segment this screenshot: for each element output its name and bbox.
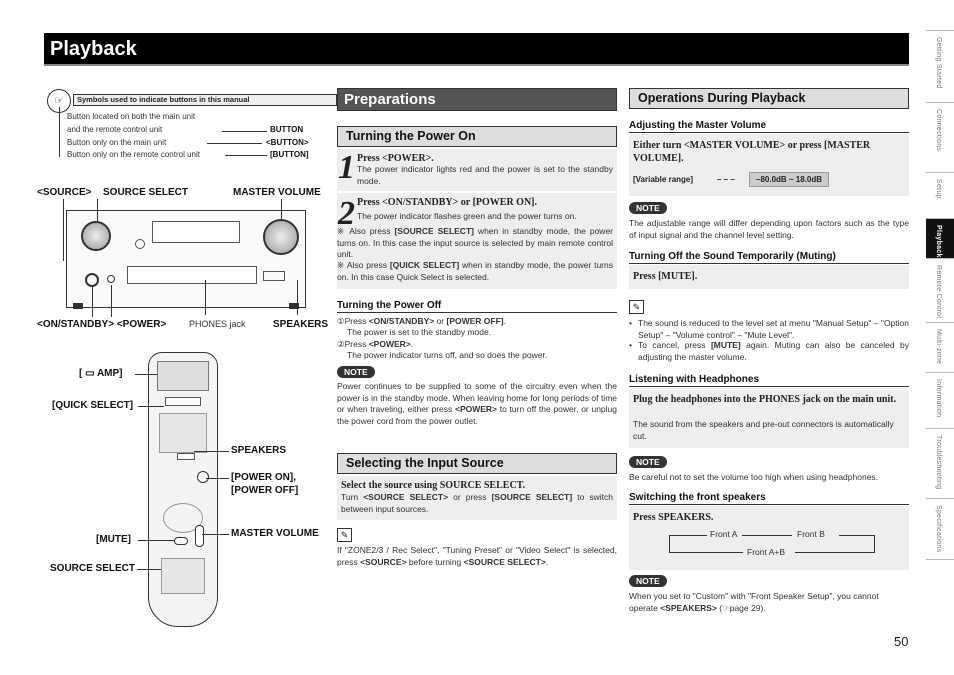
tab-getting-started[interactable] [926, 30, 954, 102]
muting-bullet-1: • The sound is reduced to the level set at menu "Manual Setup" – "Option Setup" – "Volume control" – "Mute Level". [629, 318, 909, 340]
variable-range-label: [Variable range] [633, 175, 694, 184]
legend-row-symbol: <BUTTON> [266, 138, 309, 147]
step-text: The power indicator flashes green and the power turns on. [357, 211, 577, 221]
speakers-box-title: Press SPEAKERS. [633, 512, 714, 523]
page-number: 50 [894, 634, 909, 649]
input-source-box-title: Select the source using SOURCE SELECT. [341, 480, 526, 491]
preparations-heading: Preparations [337, 88, 617, 111]
label-on-standby-power: <ON/STANDBY> <POWER> [37, 319, 167, 330]
note-badge: NOTE [629, 456, 667, 468]
tab-remote-control[interactable] [926, 258, 954, 322]
cycle-arrow [669, 552, 743, 553]
tab-label: Specifications [935, 505, 942, 553]
muting-heading: Turning Off the Sound Temporarily (Muting) [629, 251, 909, 264]
tab-label: Connections [935, 109, 942, 152]
cycle-front-b: Front B [797, 529, 825, 539]
speakers-note-text: When you set to "Custom" with "Front Speaker Setup", you cannot operate <SPEAKERS> (☞page 29). [629, 591, 879, 613]
hand-pointer-icon: ☞ [47, 89, 71, 113]
input-source-box-text: Turn <SOURCE SELECT> or press [SOURCE SELECT] to switch between input sources. [341, 492, 613, 514]
label-amp: [ ▭ AMP] [79, 368, 123, 379]
input-source-box [337, 476, 617, 520]
headphones-note-text: Be careful not to set the volume too high when using headphones. [629, 472, 879, 482]
label-phones-jack: PHONES jack [189, 319, 246, 329]
front-button-row[interactable] [127, 266, 257, 284]
power-off-line1: ①Press <ON/STANDBY> or [POWER OFF]. [337, 316, 507, 326]
quick-select-buttons[interactable] [165, 397, 201, 406]
page-title: Playback [50, 38, 137, 60]
legend-row-text: and the remote control unit [67, 125, 163, 134]
legend-row-text: Button located on both the main unit [67, 112, 196, 121]
master-volume-heading: Adjusting the Master Volume [629, 120, 909, 133]
power-off-note-text: Power continues to be supplied to some of the circuitry even when the power is in the standby mode. When leaving home for long periods of time or when traveling, either press <POWER> to turn off the power, or unplug the power cord from the power outlet. [337, 381, 617, 426]
label-source-select: SOURCE SELECT [103, 187, 189, 198]
label-master-volume: MASTER VOLUME [233, 187, 321, 198]
tab-label: Remote Control [935, 265, 942, 319]
variable-range-value: –80.0dB ~ 18.0dB [749, 172, 829, 187]
power-on-heading: Turning the Power On [337, 126, 617, 147]
label-speakers: SPEAKERS [273, 319, 329, 330]
tab-playback[interactable] [926, 218, 954, 258]
tab-troubleshooting[interactable] [926, 428, 954, 498]
step-text: The power indicator lights red and the power is set to the standby mode. [357, 164, 613, 186]
step-number: 2 [338, 195, 355, 232]
tab-label: Playback [935, 225, 942, 258]
master-volume-note-text: The adjustable range will differ depending upon factors such as the type of input signal and the channel level setting. [629, 218, 909, 240]
step2-note1: ※ Also press [SOURCE SELECT] when in standby mode, the power turns on. In this case the input source is selected by main remote control unit. [337, 226, 614, 259]
master-volume-box-text: Either turn <MASTER VOLUME> or press [MASTER VOLUME]. [633, 140, 871, 164]
operations-heading: Operations During Playback [629, 88, 909, 109]
label-power-off: [POWER OFF] [231, 485, 299, 496]
muting-box-text: Press [MUTE]. [633, 271, 698, 282]
power-off-line1-sub: The power is set to the standby mode. [347, 327, 492, 337]
front-display [152, 221, 240, 243]
legend-heading: Symbols used to indicate buttons in this manual [73, 94, 337, 106]
label-power-on: [POWER ON], [231, 472, 296, 483]
label-remote-source-select: SOURCE SELECT [50, 563, 136, 574]
headphones-box [629, 388, 909, 448]
button-legend [47, 89, 319, 162]
master-volume-knob[interactable] [263, 219, 299, 255]
pencil-icon: ✎ [337, 528, 352, 542]
variable-range-dashes: – – – [717, 175, 735, 184]
tab-label: Getting Started [935, 37, 942, 89]
cycle-arrow [669, 535, 707, 553]
input-source-heading: Selecting the Input Source [337, 453, 617, 474]
remote-speakers-button[interactable] [177, 453, 195, 460]
cycle-arrow [742, 535, 792, 536]
legend-row-text: Button only on the remote control unit [67, 150, 200, 159]
power-off-line2: ②Press <POWER>. [337, 339, 414, 349]
cycle-front-a: Front A [710, 529, 738, 539]
label-remote-speakers: SPEAKERS [231, 445, 287, 456]
headphones-box-text: The sound from the speakers and pre-out connectors is automatically cut. [633, 419, 894, 441]
power-off-line2-sub: The power indicator turns off, and so does the power. [347, 350, 548, 360]
note-badge: NOTE [337, 366, 375, 378]
remote-function-buttons[interactable] [159, 413, 207, 453]
speakers-box [629, 506, 909, 570]
remote-source-buttons[interactable] [157, 361, 209, 391]
input-source-tip: If "ZONE2/3 / Rec Select", "Tuning Preset" or "Video Select" is selected, press <SOURCE> before turning <SOURCE SELECT>. [337, 545, 617, 567]
muting-box [629, 265, 909, 289]
step2-box [337, 193, 617, 289]
tab-label: Multi-zone [935, 329, 942, 365]
power-off-heading: Turning the Power Off [337, 300, 617, 313]
step-title: Press <ON/STANDBY> or [POWER ON]. [357, 197, 538, 208]
headphones-box-title: Plug the headphones into the PHONES jack on the main unit. [633, 394, 897, 405]
speakers-button[interactable] [263, 271, 285, 281]
receiver-front-panel [66, 210, 306, 308]
headphones-heading: Listening with Headphones [629, 374, 909, 387]
tab-label: Setup [935, 179, 942, 199]
remote-number-buttons[interactable] [161, 558, 205, 594]
step-title: Press <POWER>. [357, 153, 434, 164]
legend-row-text: Button only on the main unit [67, 138, 167, 147]
speakers-heading: Switching the front speakers [629, 492, 909, 505]
tab-multi-zone[interactable] [926, 322, 954, 372]
phones-jack[interactable] [107, 275, 115, 283]
tab-label: Troubleshooting [935, 435, 942, 490]
cycle-front-ab: Front A+B [747, 547, 786, 557]
step1-box [337, 149, 617, 191]
label-source: <SOURCE> [37, 187, 92, 198]
step-number: 1 [338, 149, 355, 186]
remote-power-button[interactable] [197, 471, 209, 483]
remote-control [148, 352, 218, 627]
pencil-icon: ✎ [629, 300, 644, 314]
label-quick-select: [QUICK SELECT] [52, 400, 134, 411]
master-volume-box [629, 134, 909, 196]
page-title-bar [44, 33, 909, 66]
note-badge: NOTE [629, 202, 667, 214]
tab-connections[interactable] [926, 102, 954, 172]
indicator-icon [135, 239, 145, 249]
step2-note2: ※ Also press [QUICK SELECT] when in standby mode, the power turns on. In this case Quick Select is selected. [337, 260, 613, 282]
source-select-knob[interactable] [81, 221, 111, 251]
remote-mute-button[interactable] [174, 537, 188, 545]
muting-bullet-2: • To cancel, press [MUTE] again. Muting can also be canceled by adjusting the master volume. [629, 340, 909, 362]
remote-volume-button[interactable] [195, 525, 204, 547]
label-mute: [MUTE] [96, 534, 131, 545]
legend-row-symbol: [BUTTON] [270, 150, 309, 159]
tab-setup[interactable] [926, 172, 954, 218]
label-remote-master-volume: MASTER VOLUME [231, 528, 319, 539]
note-badge: NOTE [629, 575, 667, 587]
cycle-arrow [839, 535, 875, 553]
tab-label: Information [935, 379, 942, 418]
tab-information[interactable] [926, 372, 954, 428]
tab-specifications[interactable] [926, 498, 954, 560]
side-tabs [926, 30, 954, 560]
legend-row-symbol: BUTTON [270, 125, 304, 134]
cycle-arrow [795, 552, 839, 553]
